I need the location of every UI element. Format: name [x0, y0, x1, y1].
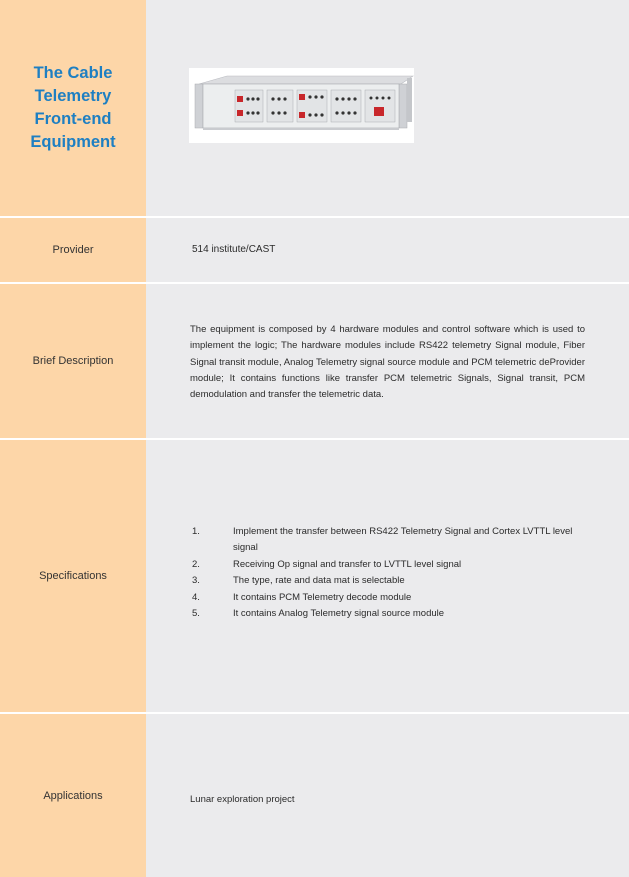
item-text: Receiving Op signal and transfer to LVTTL level signal	[233, 558, 462, 570]
provider-label: Provider	[0, 218, 146, 282]
specifications-row	[0, 440, 629, 712]
rack-equipment-illustration	[189, 68, 414, 143]
applications-label: Applications	[0, 714, 146, 877]
item-text: It contains PCM Telemetry decode module	[233, 591, 412, 603]
equipment-image	[189, 68, 414, 143]
provider-row	[0, 218, 629, 282]
description-text: The equipment is composed by 4 hardware modules and control software which is used to implement the logic; The hardware modules include RS422 telemetry Signal module, Fiber Signal transit module, Analog Telemetry signal source module and PCM telemetric deProvider module; It contains functions like transfer PCM telemetric Signals, Signal transit, PCM demodulation and transfer the telemetric data.	[190, 324, 585, 401]
item-number: 1.	[192, 526, 200, 537]
list-item	[192, 524, 592, 557]
item-number: 5.	[192, 608, 200, 620]
description-row	[0, 284, 629, 438]
description-cell	[146, 284, 629, 438]
list-item	[192, 606, 592, 622]
description-label: Brief Description	[0, 284, 146, 438]
equipment-image-cell	[146, 0, 629, 216]
provider-value: 514 institute/CAST	[192, 244, 276, 255]
page-title: The Cable Telemetry Front-end Equipment	[30, 64, 116, 151]
provider-cell	[146, 218, 629, 282]
specifications-list	[192, 524, 592, 622]
title-row	[0, 0, 629, 216]
applications-row	[0, 714, 629, 877]
title-cell	[0, 0, 146, 216]
list-item	[192, 557, 592, 573]
applications-cell	[146, 714, 629, 877]
item-number: 4.	[192, 591, 200, 603]
specifications-label: Specifications	[0, 440, 146, 712]
item-number: 2.	[192, 558, 200, 570]
list-item	[192, 573, 592, 589]
item-text: The type, rate and data mat is selectable	[233, 575, 405, 587]
list-item	[192, 590, 592, 606]
item-number: 3.	[192, 575, 200, 587]
item-text: It contains Analog Telemetry signal source module	[233, 608, 445, 620]
specifications-cell	[146, 440, 629, 712]
applications-value: Lunar exploration project	[190, 794, 295, 805]
item-text: Implement the transfer between RS422 Telemetry Signal and Cortex LVTTL level signal	[233, 526, 573, 554]
